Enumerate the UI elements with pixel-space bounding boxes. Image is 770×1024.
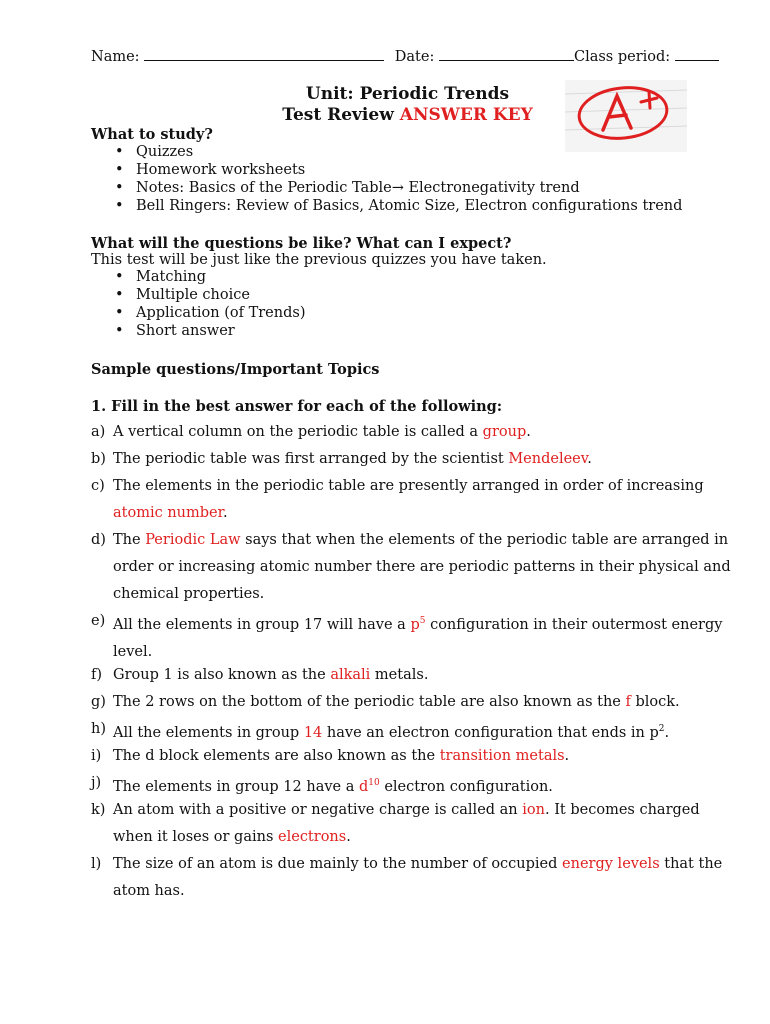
question-b bbox=[91, 446, 731, 473]
question-text-part: Group 1 is also known as the bbox=[113, 667, 331, 683]
answer-base: d bbox=[358, 778, 369, 795]
superscript: 2 bbox=[658, 724, 665, 734]
question-text bbox=[91, 662, 731, 689]
question-label: c) bbox=[91, 478, 105, 494]
question-text bbox=[91, 608, 731, 666]
list-item: • Bell Ringers: Review of Basics, Atomic Size, Electron configurations trend bbox=[91, 197, 731, 215]
question-text bbox=[91, 527, 731, 608]
question-text-part: The 2 rows on the bottom of the periodic table are also known as the bbox=[113, 694, 626, 710]
question-text-part: The periodic table was first arranged by the scientist bbox=[113, 451, 509, 467]
what-to-study-section bbox=[91, 126, 731, 215]
answer bbox=[359, 779, 380, 795]
question-label: d) bbox=[91, 532, 106, 548]
date-label: Date: bbox=[394, 49, 435, 65]
answer: Periodic Law bbox=[145, 532, 241, 548]
question-text-part: The size of an atom is due mainly to the number of occupied bbox=[113, 856, 563, 872]
list-item: • Application (of Trends) bbox=[91, 304, 731, 322]
what-to-expect-intro: This test will be just like the previous quizzes you have taken. bbox=[91, 252, 547, 268]
question-text-part: . bbox=[664, 724, 670, 741]
answer: atomic number bbox=[113, 505, 223, 521]
question-text-part: The bbox=[113, 532, 146, 548]
list-item: • Homework worksheets bbox=[91, 161, 731, 179]
answer: alkali bbox=[330, 667, 371, 683]
date-blank[interactable] bbox=[439, 46, 574, 61]
answer: transition metals bbox=[439, 748, 565, 764]
question-text bbox=[91, 446, 731, 473]
question-text-part: The elements in group 12 have a bbox=[113, 778, 359, 795]
student-info-header bbox=[91, 46, 731, 65]
question-text-part: All the elements in group 17 will have a bbox=[113, 616, 411, 633]
question-label: e) bbox=[91, 613, 106, 629]
sample-questions-heading: Sample questions/Important Topics bbox=[91, 361, 380, 378]
question-k bbox=[91, 797, 731, 851]
question-text-part: The d block elements are also known as the bbox=[113, 748, 440, 764]
question-text bbox=[91, 419, 731, 446]
question-label: j) bbox=[91, 775, 102, 791]
name-label: Name: bbox=[91, 49, 140, 65]
question-f bbox=[91, 662, 731, 689]
list-item: • Matching bbox=[91, 268, 731, 286]
answer: f bbox=[625, 694, 631, 710]
question-text-part: . bbox=[222, 505, 228, 521]
question-text-part: that the atom has. bbox=[113, 856, 723, 899]
question-label: f) bbox=[91, 667, 103, 683]
question-text-part: An atom with a positive or negative charge is called an bbox=[113, 802, 523, 818]
question-a bbox=[91, 419, 731, 446]
question-text-part: block. bbox=[630, 694, 680, 710]
question-text bbox=[91, 689, 731, 716]
question-label: g) bbox=[91, 694, 106, 710]
list-item: • Quizzes bbox=[91, 143, 731, 161]
answer: energy levels bbox=[562, 856, 660, 872]
question-text bbox=[91, 797, 731, 851]
question-label: b) bbox=[91, 451, 106, 467]
answer-base: p bbox=[410, 616, 420, 633]
answer: Mendeleev bbox=[508, 451, 588, 467]
question-1-heading: 1. Fill in the best answer for each of the following: bbox=[91, 398, 503, 415]
what-to-study-heading: What to study? bbox=[91, 126, 213, 143]
unit-title: Unit: Periodic Trends bbox=[305, 84, 510, 104]
question-g bbox=[91, 689, 731, 716]
list-item: • Notes: Basics of the Periodic Table→ Electronegativity trend bbox=[91, 179, 731, 197]
study-list bbox=[91, 143, 731, 215]
what-to-expect-heading: What will the questions be like? What can I expect? bbox=[91, 235, 512, 252]
answer: 14 bbox=[303, 724, 323, 741]
question-text-part: The elements in the periodic table are presently arranged in order of increasing bbox=[113, 478, 704, 494]
answer: ion bbox=[522, 802, 545, 818]
question-text-part: electron configuration. bbox=[379, 778, 553, 795]
test-review-label: Test Review bbox=[282, 105, 400, 125]
question-text-part: All the elements in group bbox=[113, 724, 304, 741]
answer: group bbox=[482, 424, 527, 440]
answer: electrons bbox=[278, 829, 347, 845]
question-text-part: . bbox=[564, 748, 570, 764]
list-item: • Short answer bbox=[91, 322, 731, 340]
question-label: i) bbox=[91, 748, 102, 764]
question-label: l) bbox=[91, 856, 102, 872]
question-e bbox=[91, 608, 731, 666]
question-text-part: . bbox=[346, 829, 351, 845]
question-d bbox=[91, 527, 731, 608]
list-item: • Multiple choice bbox=[91, 286, 731, 304]
name-blank[interactable] bbox=[144, 46, 384, 61]
class-period-blank[interactable] bbox=[675, 46, 719, 61]
what-to-expect-section bbox=[91, 235, 731, 340]
question-text-part: . bbox=[526, 424, 531, 440]
question-i bbox=[91, 743, 731, 770]
question-text-part: configuration in their outermost energy level. bbox=[113, 616, 723, 660]
question-c bbox=[91, 473, 731, 527]
question-text-part: have an electron configuration that ends in p bbox=[322, 724, 659, 741]
question-l bbox=[91, 851, 731, 905]
question-label: a) bbox=[91, 424, 106, 440]
question-text-part: . bbox=[587, 451, 592, 467]
question-label: h) bbox=[91, 721, 106, 737]
answer-superscript: 10 bbox=[368, 778, 380, 788]
question-text-part: says that when the elements of the periodic table are arranged in order or increasing atomic number there are periodic patterns in their physical and chemical properties. bbox=[113, 532, 731, 602]
question-text-part: metals. bbox=[370, 667, 429, 683]
question-text-part: . It becomes charged when it loses or gains bbox=[113, 802, 700, 845]
question-text bbox=[91, 473, 731, 527]
class-period-label: Class period: bbox=[573, 49, 671, 65]
answer-superscript: 5 bbox=[419, 616, 426, 626]
answer bbox=[410, 617, 425, 633]
question-label: k) bbox=[91, 802, 106, 818]
question-text bbox=[91, 743, 731, 770]
expect-list bbox=[91, 268, 731, 340]
question-text bbox=[91, 851, 731, 905]
answer-key-label: ANSWER KEY bbox=[399, 105, 533, 125]
question-text-part: A vertical column on the periodic table is called a bbox=[113, 424, 483, 440]
